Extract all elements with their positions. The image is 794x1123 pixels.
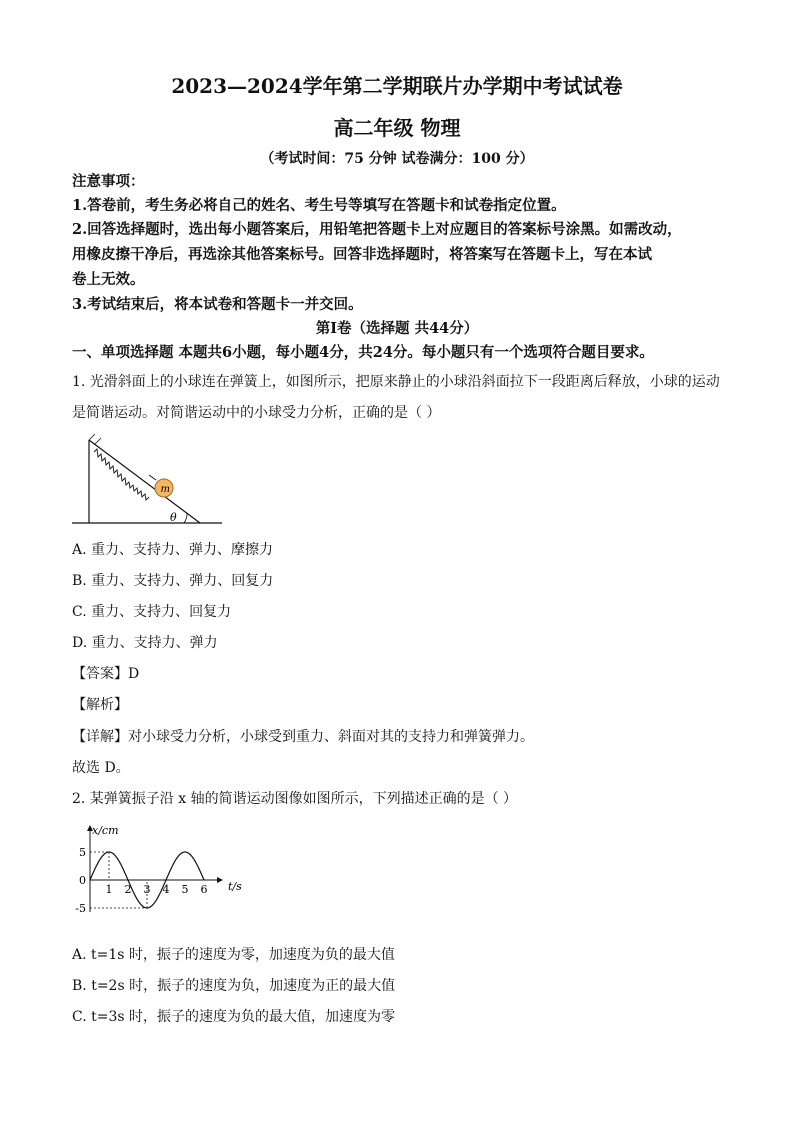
q1-incline-figure: [72, 432, 232, 530]
x-tick-label: 2: [124, 883, 132, 896]
q2-shm-chart: [72, 822, 262, 922]
q1-option-c: C. 重力、支持力、回复力: [72, 604, 232, 620]
notice-item-3: 3.考试结束后，将本试卷和答题卡一并交回。: [72, 296, 363, 313]
spring-connector: [149, 475, 156, 480]
y-tick-label: 0: [79, 874, 86, 887]
q1-option-b: B. 重力、支持力、弹力、回复力: [72, 573, 274, 589]
q1-conclusion: 故选 D。: [72, 760, 130, 776]
spring-icon: [94, 449, 149, 500]
q1-answer: 【答案】D: [72, 666, 140, 682]
y-tick-label: 5: [79, 846, 86, 859]
volume-title: 第Ⅰ卷（选择题 共44分）: [315, 320, 479, 337]
q2-option-a: A. t=1s 时，振子的速度为零，加速度为负的最大值: [72, 947, 395, 963]
q2-stem: 2. 某弹簧振子沿 x 轴的简谐运动图像如图所示，下列描述正确的是（ ）: [72, 791, 518, 807]
x-tick-label: 5: [181, 883, 189, 896]
x-tick-label: 6: [200, 883, 208, 896]
q2-option-b: B. t=2s 时，振子的速度为负，加速度为正的最大值: [72, 978, 396, 994]
part-1-title: 一、单项选择题 本题共6小题，每小题4分，共24分。每小题只有一个选项符合题目要求。: [72, 344, 654, 361]
q1-option-d: D. 重力、支持力、弹力: [72, 635, 218, 651]
q1-stem-line-2: 是简谐运动。对简谐运动中的小球受力分析，正确的是（ ）: [72, 405, 441, 421]
y-tick-label: -5: [75, 902, 86, 915]
angle-label: θ: [170, 511, 177, 524]
q1-option-a: A. 重力、支持力、弹力、摩擦力: [72, 542, 274, 558]
exam-info: （考试时间：75 分钟 试卷满分：100 分）: [260, 151, 534, 167]
exam-subtitle: 高二年级 物理: [333, 116, 461, 140]
q2-option-c: C. t=3s 时，振子的速度为负的最大值，加速度为零: [72, 1009, 396, 1025]
incline-line: [89, 440, 200, 523]
x-tick-label: 1: [105, 883, 113, 896]
notice-item-2-line-1: 2.回答选择题时，选出每小题答案后，用铅笔把答题卡上对应题目的答案标号涂黑。如需改动，: [72, 221, 682, 238]
wall-hatching: [89, 434, 101, 444]
y-axis-label: x/cm: [92, 824, 119, 837]
notice-item-2-line-3: 卷上无效。: [72, 271, 145, 288]
x-axis-label: t/s: [228, 880, 242, 893]
q1-analysis-label: 【解析】: [72, 697, 128, 713]
notice-item-2-line-2: 用橡皮擦干净后，再选涂其他答案标号。回答非选择题时，将答案写在答题卡上，写在本试: [72, 246, 652, 263]
q1-stem-line-1: 1. 光滑斜面上的小球连在弹簧上，如图所示，把原来静止的小球沿斜面拉下一段距离后释放，小球的运动: [72, 374, 720, 390]
angle-arc: [184, 513, 187, 523]
mass-label: m: [160, 484, 170, 495]
x-tick-label: 4: [162, 883, 170, 896]
notice-item-1: 1.答卷前，考生务必将自己的姓名、考生号等填写在答题卡和试卷指定位置。: [72, 197, 566, 214]
x-tick-label: 3: [143, 883, 151, 896]
exam-title: 2023—2024学年第二学期联片办学期中考试试卷: [171, 74, 623, 98]
notice-heading: 注意事项：: [72, 173, 145, 190]
q1-detail: 【详解】对小球受力分析，小球受到重力、斜面对其的支持力和弹簧弹力。: [72, 729, 534, 745]
